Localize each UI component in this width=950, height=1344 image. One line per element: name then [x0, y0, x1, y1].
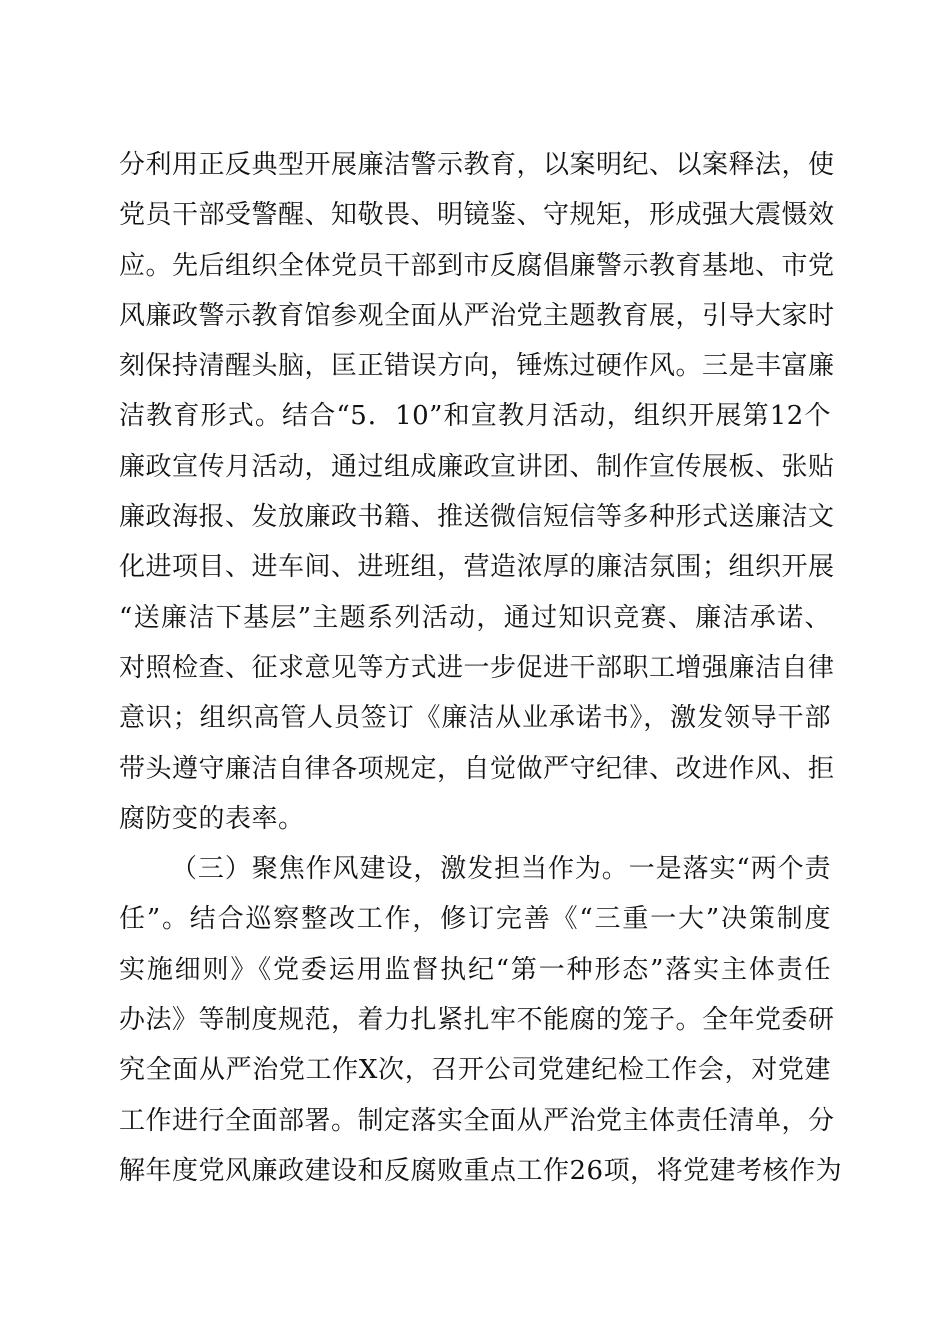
text-line: 廉政宣传月活动，通过组成廉政宣讲团、制作宣传展板、张贴	[119, 451, 835, 482]
document-body	[119, 140, 843, 1196]
text-line: 应。先后组织全体党员干部到市反腐倡廉警示教育基地、市党	[119, 250, 835, 281]
text-line: 工作进行全面部署。制定落实全面从严治党主体责任清单，分	[119, 1105, 835, 1136]
text-line: 办法》等制度规范，着力扎紧扎牢不能腐的笼子。全年党委研	[119, 1005, 835, 1036]
text-line: 分利用正反典型开展廉洁警示教育，以案明纪、以案释法，使	[119, 150, 835, 180]
text-line: 腐防变的表率。	[119, 803, 305, 834]
text-line: 风廉政警示教育馆参观全面从严治党主题教育展，引导大家时	[119, 300, 835, 331]
text-line: 刻保持清醒头脑，匡正错误方向，锤炼过硬作风。三是丰富廉	[119, 351, 835, 382]
text-line: 实施细则》《党委运用监督执纪“第一种形态”落实主体责任	[119, 954, 831, 985]
text-line: 党员干部受警醒、知敬畏、明镜鉴、守规矩，形成强大震慑效	[119, 200, 835, 231]
text-line: 廉政海报、发放廉政书籍、推送微信短信等多种形式送廉洁文	[119, 502, 835, 533]
text-line: 意识；组织高管人员签订《廉洁从业承诺书》，激发领导干部	[119, 703, 831, 734]
text-line: 洁教育形式。结合“5．10”和宣教月活动，组织开展第12个	[119, 401, 831, 432]
text-line: 带头遵守廉洁自律各项规定，自觉做严守纪律、改进作风、拒	[119, 753, 835, 784]
paragraph-work-style	[119, 844, 843, 1196]
text-line: “送廉洁下基层”主题系列活动，通过知识竞赛、廉洁承诺、	[119, 602, 831, 633]
section-heading-line: （三）聚焦作风建设，激发担当作为。一是落实“两个责	[171, 854, 831, 885]
text-line: 究全面从严治党工作X次，召开公司党建纪检工作会，对党建	[119, 1055, 831, 1086]
paragraph-education	[119, 140, 835, 844]
text-line: 解年度党风廉政建设和反腐败重点工作26项，将党建考核作为	[119, 1155, 843, 1186]
text-line: 任”。结合巡察整改工作，修订完善《“三重一大”决策制度	[119, 904, 831, 935]
text-line: 化进项目、进车间、进班组，营造浓厚的廉洁氛围；组织开展	[119, 552, 835, 583]
text-line: 对照检查、征求意见等方式进一步促进干部职工增强廉洁自律	[119, 652, 835, 683]
